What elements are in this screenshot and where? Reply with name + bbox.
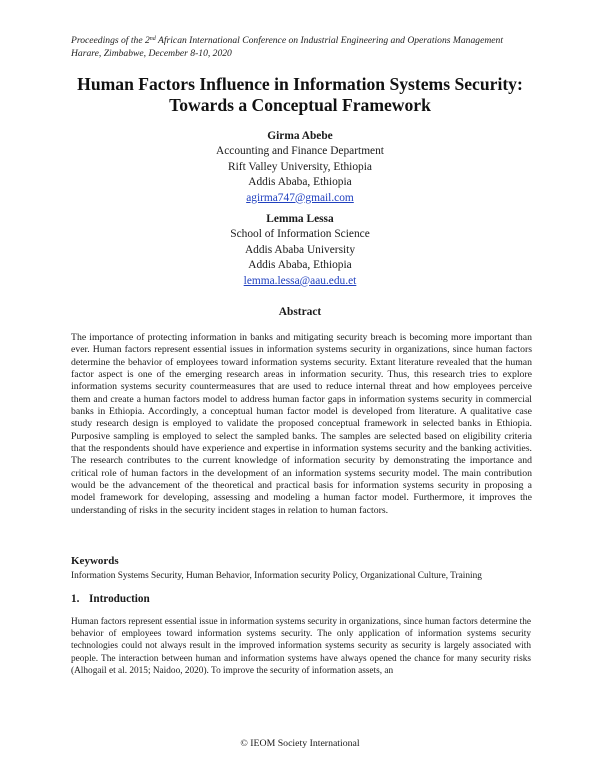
author-name: Lemma Lessa — [266, 213, 334, 225]
author-organization: Rift Valley University, Ethiopia — [228, 160, 372, 173]
section-heading-introduction — [71, 593, 150, 605]
ordinal-superscript: nd — [149, 36, 156, 42]
proceedings-header — [71, 34, 541, 60]
abstract-text: The importance of protecting information in banks and mitigating security breach is becoming more important than ever. Human factors represent essential issues in information systems security in organizations, since human factors determine the behavior of employees toward information systems security. Extant literature revealed that the human factor aspect is one of the emerging research areas in information security. Thus, this research tries to explore information systems security countermeasures that are used to reduce internal threat and how employees perceive them and create a human factors model to address human factor gaps in information systems security in commercial banks in Ethiopia. Accordingly, a conceptual human factor model is developed from literature. A qualitative case study research design is employed to validate the proposed conceptual framework in selected banks in Ethiopia. Purposive sampling is employed to select the sampled banks. The samples are selected based on eligibility criteria that the respondents should have experience and expertise in information systems security and the banking activities. The research contributes to the current knowledge of information security by demonstrating the importance and critical role of human factors in the development of an information systems security model. The main contribution would be the advancement of the theoretical and practical basis for information systems security in proposing a model framework for developing, assessing and modeling a human factor model. Furthermore, it improves the understanding of risks in the security incident stages in relation to human factors. — [71, 332, 532, 516]
author-department: Accounting and Finance Department — [216, 145, 384, 158]
author-email-link[interactable]: agirma747@gmail.com — [246, 191, 354, 204]
section-title: Introduction — [89, 593, 150, 605]
author-city: Addis Ababa, Ethiopia — [248, 176, 352, 189]
page-footer: © IEOM Society International — [240, 738, 360, 749]
author-email-link[interactable]: lemma.lessa@aau.edu.et — [243, 274, 357, 287]
author-name: Girma Abebe — [267, 130, 333, 142]
section-number: 1. — [71, 593, 80, 605]
introduction-text: Human factors represent essential issue in information systems security in organizations, since human factors determine the behavior of employees toward information systems security. The only application of information systems security technologies could not always result in the improved information systems security as security is largely associated with people. The interaction between human and information systems have always opened the chance for many security risks (Alhogail et al. 2015; Naidoo, 2020). To improve the security of information assets, an — [71, 617, 531, 676]
header-line-1: Proceedings of the 2nd African International Conference on Industrial Engineering and Operations Management — [71, 35, 503, 46]
title-line-1: Human Factors Influence in Information Systems Security: — [77, 74, 523, 94]
title-line-2: Towards a Conceptual Framework — [169, 95, 431, 115]
header-line-2: Harare, Zimbabwe, December 8-10, 2020 — [71, 48, 232, 59]
author-organization: Addis Ababa University — [244, 243, 356, 256]
author-department: School of Information Science — [230, 228, 370, 241]
keywords-heading: Keywords — [71, 555, 119, 567]
author-block-1 — [150, 129, 450, 206]
paper-title — [40, 74, 560, 116]
keywords-text: Information Systems Security, Human Behavior, Information security Policy, Organizational Culture, Training — [71, 571, 482, 581]
abstract-heading: Abstract — [278, 306, 322, 318]
author-block-2 — [150, 212, 450, 289]
author-city: Addis Ababa, Ethiopia — [248, 259, 352, 272]
